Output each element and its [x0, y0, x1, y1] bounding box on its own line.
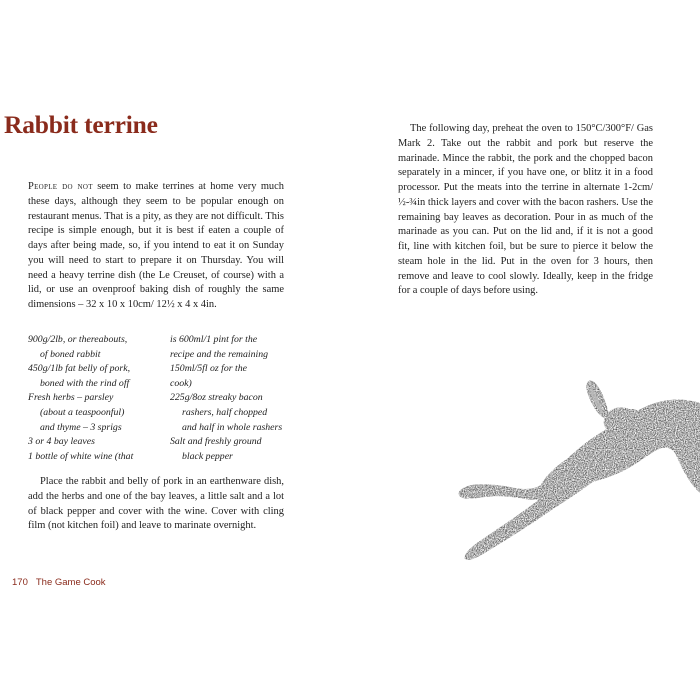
ingredient-line: recipe and the remaining [170, 348, 269, 360]
marinate-paragraph [28, 475, 284, 534]
marinate-text: Place the rabbit and belly of pork in an earthenware dish, add the herbs and one of the bay leaves, a little salt and a lot of black pepper and cover with the wine. Cover with cling film (not kitchen foil) and leave to marinate overnight. [28, 476, 284, 532]
method-paragraph [398, 122, 653, 299]
right-page [350, 0, 700, 700]
intro-text: seem to make terrines at home very much these days, although they seem to be popular enough on restaurant menus. That is a pity, as they are not difficult. This recipe is simple enough, but it is best if eaten a couple of days after being made, so, if you intend to eat it on Sunday you will need to start to prepare it on Thursday. You will need a heavy terrine dish (the Le Creuset, of course) with a lid, or use an ovenproof baking dish of roughly the same dimensions – 32 x 10 x 10cm/ 12½ x 4 x 4in. [28, 181, 285, 310]
ingredient-line: and half in whole rashers [182, 421, 283, 433]
ingredient-line: 900g/2lb, or thereabouts, [28, 334, 128, 345]
page-footer [12, 577, 106, 588]
ingredient-line: Fresh herbs – parsley [28, 392, 114, 404]
ingredient-line: of boned rabbit [40, 348, 101, 360]
ingredient-line: 3 or 4 bay leaves [28, 436, 95, 448]
ingredients-column-left [28, 333, 165, 464]
method-text: The following day, preheat the oven to 150°C/300°F/ Gas Mark 2. Take out the rabbit and pork but reserve the marinade. Mince the rabbit, the pork and the chopped bacon separately in a mincer, if you have one, or blitz it in a food processor. Put the meats into the terrine in alternate 1-2cm/½-¾in thick layers and cover with the bacon rashers. Use the remaining bay leaves as decoration. Pour in as much of the marinade as you can. Put on the lid and, if it is not a good fit, line with kitchen foil, but be sure to pierce it below the steam hole in the lid. Put in the oven for 3 hours, then remove and leave to cool slowly. Ideally, keep in the fridge for a couple of days before using. [398, 123, 653, 297]
leaping-hare-illustration-icon [451, 375, 700, 565]
ingredient-line: 1 bottle of white wine (that [28, 450, 134, 462]
ingredient-line: and thyme – 3 sprigs [40, 421, 122, 433]
intro-lead-smallcaps: People do not [28, 181, 93, 192]
ingredients-column-right [170, 333, 288, 464]
ingredient-line: cook) [170, 377, 192, 389]
ingredients-list [28, 333, 288, 464]
ingredient-line: boned with the rind off [40, 377, 130, 389]
intro-paragraph [28, 180, 284, 313]
ingredient-line: 225g/8oz streaky bacon [170, 392, 263, 404]
page-number: 170 [12, 577, 28, 588]
ingredient-line: rashers, half chopped [182, 406, 268, 418]
recipe-title: Rabbit terrine [4, 110, 158, 139]
ingredient-line: black pepper [182, 450, 233, 462]
ingredient-line: is 600ml/1 pint for the [170, 334, 258, 345]
hare-rear-leg [465, 463, 597, 560]
ingredient-line: 150ml/5fl oz for the [170, 363, 248, 375]
book-title: The Game Cook [35, 577, 106, 588]
ingredient-line: 450g/1lb fat belly of pork, [28, 363, 131, 375]
ingredient-line: Salt and freshly ground [170, 436, 262, 448]
ingredient-line: (about a teaspoonful) [40, 406, 125, 418]
